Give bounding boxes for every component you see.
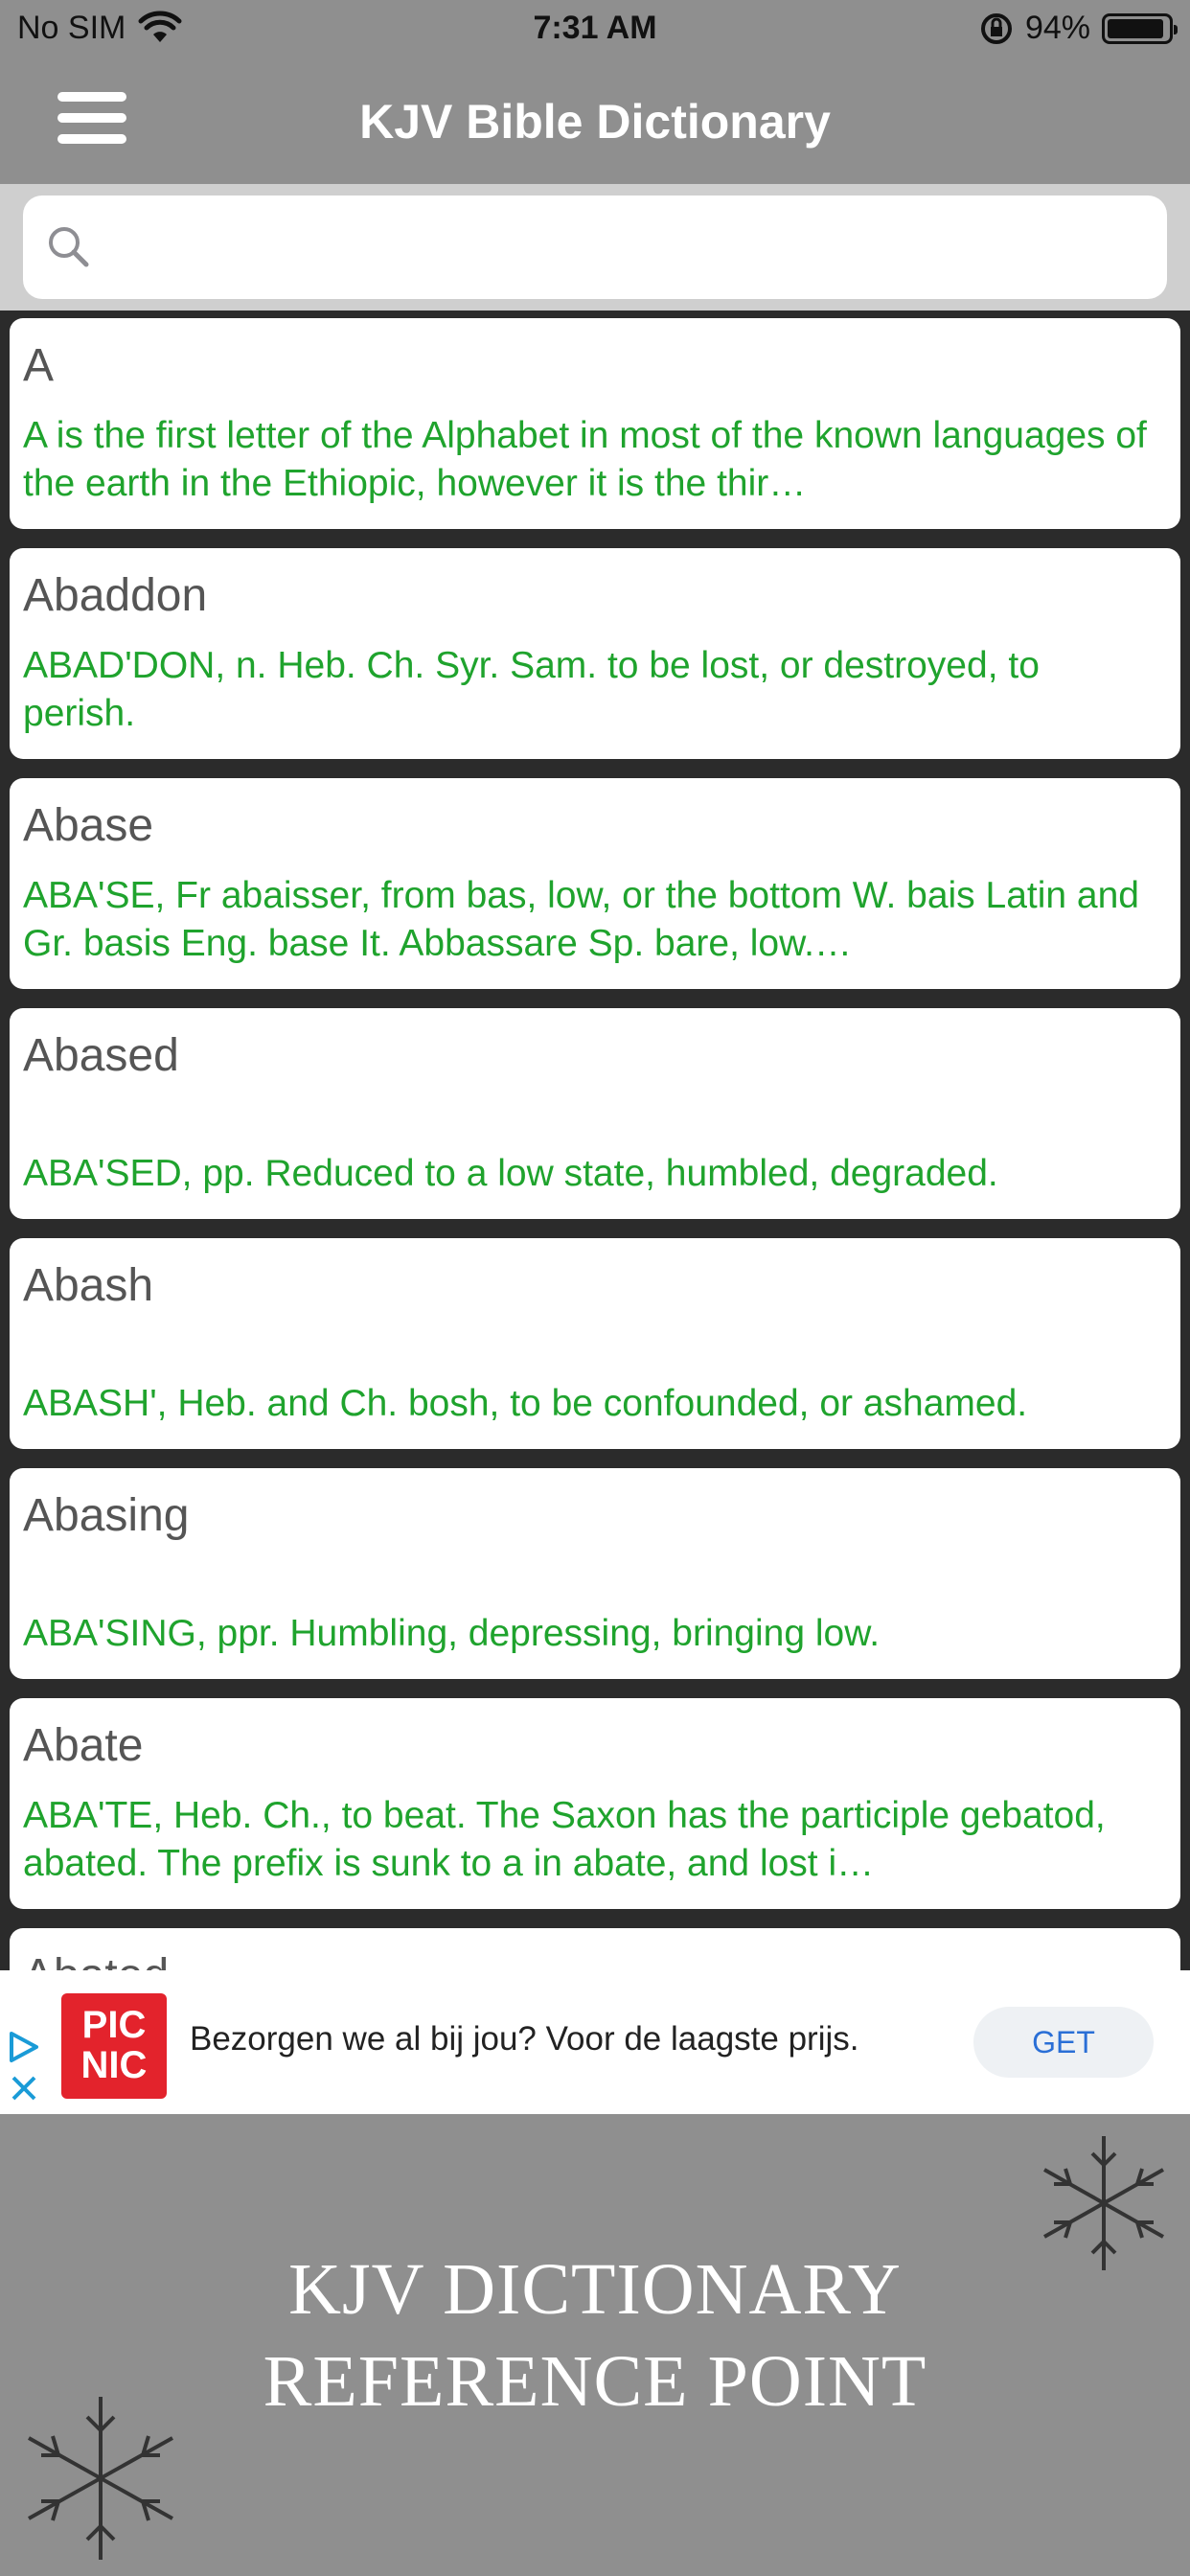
battery-icon bbox=[1102, 13, 1173, 44]
list-item[interactable] bbox=[10, 1008, 1180, 1219]
entry-definition: ABAD'DON, n. Heb. Ch. Syr. Sam. to be lost, or destroyed, to perish. bbox=[23, 645, 1040, 734]
list-item[interactable] bbox=[10, 1468, 1180, 1679]
list-item[interactable] bbox=[10, 318, 1180, 529]
snowflake-icon bbox=[10, 2392, 192, 2564]
nav-bar bbox=[0, 59, 1190, 184]
page-title: KJV Bible Dictionary bbox=[359, 95, 831, 149]
entry-term: Abaddon bbox=[23, 570, 208, 621]
list-item[interactable] bbox=[10, 1238, 1180, 1449]
banner-title-line2: REFERENCE POINT bbox=[263, 2341, 927, 2422]
entry-definition: ABA'SE, Fr abaisser, from bas, low, or the bottom W. bais Latin and Gr. basis Eng. base It. Abbassare Sp. bare, low.… bbox=[23, 875, 1139, 964]
advertiser-logo[interactable]: PIC NIC bbox=[61, 1993, 167, 2099]
adchoices-icon[interactable] bbox=[8, 2028, 42, 2104]
battery-percent: 94% bbox=[1024, 10, 1090, 46]
entry-term: A bbox=[23, 340, 55, 391]
search-input[interactable] bbox=[109, 215, 1144, 280]
list-item[interactable] bbox=[10, 548, 1180, 759]
entry-term: Abash bbox=[23, 1260, 154, 1311]
ad-get-button[interactable]: GET bbox=[973, 2007, 1154, 2078]
entry-definition: ABA'SING, ppr. Humbling, depressing, bringing low. bbox=[23, 1613, 881, 1654]
entry-definition: ABA'SED, pp. Reduced to a low state, humbled, degraded. bbox=[23, 1153, 998, 1194]
promo-banner bbox=[0, 2114, 1190, 2576]
entry-definition: ABASH', Heb. and Ch. bosh, to be confounded, or ashamed. bbox=[23, 1383, 1028, 1424]
search-box[interactable] bbox=[23, 196, 1167, 299]
carrier-label: No SIM bbox=[17, 10, 126, 46]
list-item[interactable] bbox=[10, 778, 1180, 989]
entry-term: Abasing bbox=[23, 1490, 190, 1541]
battery-fill bbox=[1108, 19, 1163, 38]
banner-title-line1: KJV DICTIONARY bbox=[288, 2249, 902, 2330]
orientation-lock-icon bbox=[979, 12, 1014, 46]
ad-text[interactable]: Bezorgen we al bij jou? Voor de laagste prijs. bbox=[190, 2020, 859, 2058]
entry-term: Abase bbox=[23, 800, 154, 851]
search-icon bbox=[44, 222, 94, 272]
entry-definition: ABA'TE, Heb. Ch., to beat. The Saxon has the participle gebatod, abated. The prefix is sunk to a in abate, and lost i… bbox=[23, 1795, 1106, 1884]
entry-term: Abate bbox=[23, 1720, 144, 1771]
clock: 7:31 AM bbox=[533, 10, 657, 46]
entry-term: Abased bbox=[23, 1030, 179, 1081]
list-item[interactable] bbox=[10, 1698, 1180, 1909]
entry-definition: A is the first letter of the Alphabet in most of the known languages of the earth in the Ethiopic, however it is the thir… bbox=[23, 415, 1147, 504]
ad-banner[interactable] bbox=[0, 1970, 1190, 2114]
search-bar bbox=[0, 184, 1190, 310]
status-bar bbox=[0, 0, 1190, 59]
dictionary-list[interactable] bbox=[0, 310, 1190, 1970]
